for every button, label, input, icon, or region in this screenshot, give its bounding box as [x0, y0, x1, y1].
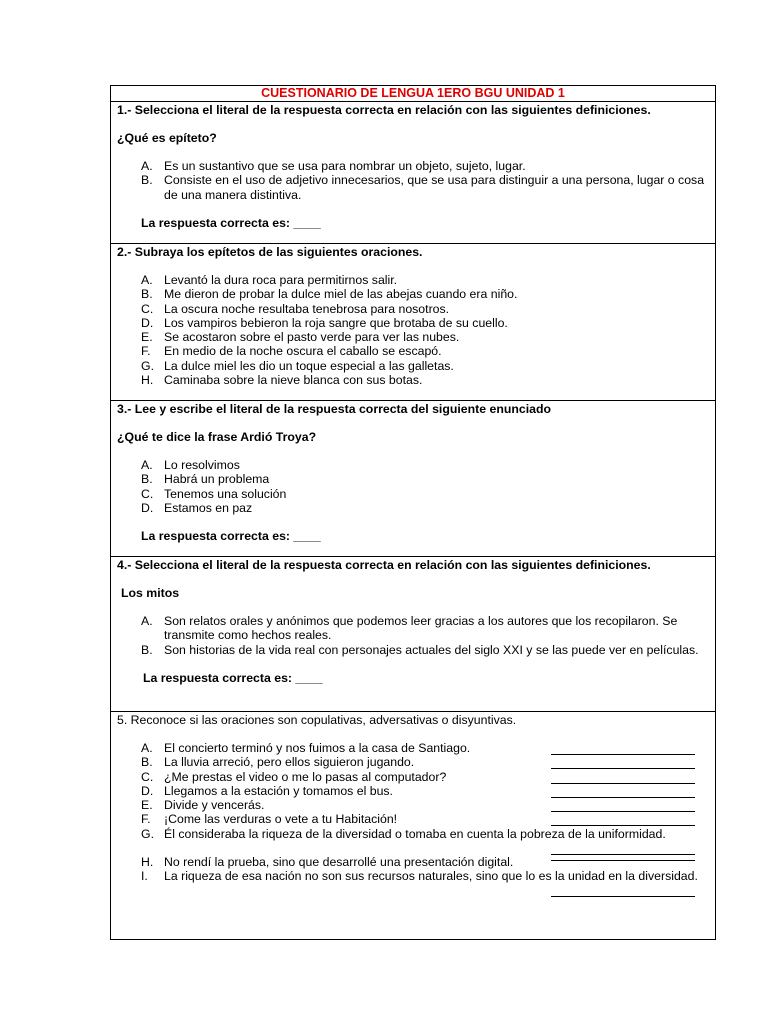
question-2-options [117, 273, 707, 387]
list-item: C. Tenemos una solución [141, 486, 287, 501]
list-item: H. No rendí la prueba, sino que desarrollé una presentación digital. [117, 855, 707, 869]
list-item: B. La lluvia arreció, pero ellos siguieron jugando. [117, 755, 707, 769]
question-3-prompt: ¿Qué te dice la frase Ardió Troya? [117, 430, 317, 444]
list-item: A. Son relatos orales y anónimos que podemos leer gracias a los autores que los recopilaron. Se transmite como hechos reales. [141, 614, 678, 643]
list-item: A. Es un sustantivo que se usa para nombrar un objeto, sujeto, lugar. [141, 159, 526, 173]
answer-blank[interactable] [551, 896, 695, 897]
list-item[interactable]: A. Levantó la dura roca para permitirnos salir. [141, 273, 398, 287]
question-1-block [111, 103, 715, 244]
list-item[interactable]: B. Me dieron de probar la dulce miel de las abejas cuando era niño. [141, 287, 518, 302]
list-item[interactable]: G. La dulce miel les dio un toque especial a las galletas. [141, 358, 454, 373]
question-4-block [111, 558, 715, 712]
list-item: C. ¿Me prestas el video o me lo pasas al computador? [117, 770, 707, 784]
list-item: E. Divide y vencerás. [117, 798, 707, 812]
list-item: D. Estamos en paz [141, 500, 253, 515]
question-1-heading: 1.- Selecciona el literal de la respuesta correcta en relación con las siguientes definiciones. [117, 103, 651, 117]
list-item[interactable]: C. La oscura noche resultaba tenebrosa para nosotros. [141, 301, 450, 316]
questionnaire-table [110, 85, 716, 940]
question-2-block [111, 245, 715, 401]
list-item: D. Llegamos a la estación y tomamos el bus. [117, 784, 707, 798]
list-item[interactable]: D. Los vampiros bebieron la roja sangre que brotaba de su cuello. [141, 315, 508, 330]
list-item[interactable]: F. En medio de la noche oscura el caballo se escapó. [141, 344, 442, 359]
list-item: G. Él consideraba la riqueza de la diversidad o tomaba en cuenta la pobreza de la uniformidad. [117, 827, 707, 841]
question-3-block [111, 402, 715, 557]
list-item: B. Habrá un problema [141, 472, 270, 487]
question-1-answer-line[interactable]: La respuesta correcta es: ____ [141, 215, 321, 230]
question-2-heading: 2.- Subraya los epítetos de las siguientes oraciones. [117, 245, 423, 259]
question-3-options [117, 458, 707, 515]
spacer [117, 841, 707, 855]
list-item: B. Son historias de la vida real con personajes actuales del siglo XXI y se las puede ver en películas. [141, 642, 699, 657]
page-title: CUESTIONARIO DE LENGUA 1ERO BGU UNIDAD 1 [111, 86, 715, 102]
list-item: B. Consiste en el uso de adjetivo innecesarios, que se usa para distinguir a una persona, lugar o cosa de una manera distintiva. [141, 173, 705, 202]
question-3-heading: 3.- Lee y escribe el literal de la respuesta correcta del siguiente enunciado [117, 402, 551, 416]
question-4-answer-line[interactable]: La respuesta correcta es: ____ [143, 670, 323, 685]
question-5-heading: 5. Reconoce si las oraciones son copulativas, adversativas o disyuntivas. [117, 713, 517, 727]
question-4-heading: 4.- Selecciona el literal de la respuesta correcta en relación con las siguientes definiciones. [117, 558, 651, 572]
question-5-options [117, 741, 707, 884]
question-1-options [117, 159, 707, 202]
list-item: A. Lo resolvimos [141, 458, 240, 472]
list-item[interactable]: H. Caminaba sobre la nieve blanca con sus botas. [141, 373, 423, 388]
question-5-block [111, 713, 715, 939]
list-item: F. ¡Come las verduras o vete a tu Habitación! [117, 812, 707, 826]
question-1-prompt: ¿Qué es epíteto? [117, 131, 217, 145]
question-3-answer-line[interactable]: La respuesta correcta es: ____ [141, 529, 321, 544]
answer-blank[interactable] [551, 860, 695, 861]
question-4-prompt: Los mitos [121, 586, 180, 600]
list-item: I. La riqueza de esa nación no son sus recursos naturales, sino que lo es la unidad en la diversidad. [117, 869, 707, 883]
question-4-options [117, 614, 707, 657]
list-item[interactable]: E. Se acostaron sobre el pasto verde para ver las nubes. [141, 330, 460, 345]
list-item: A. El concierto terminó y nos fuimos a la casa de Santiago. [117, 741, 707, 755]
